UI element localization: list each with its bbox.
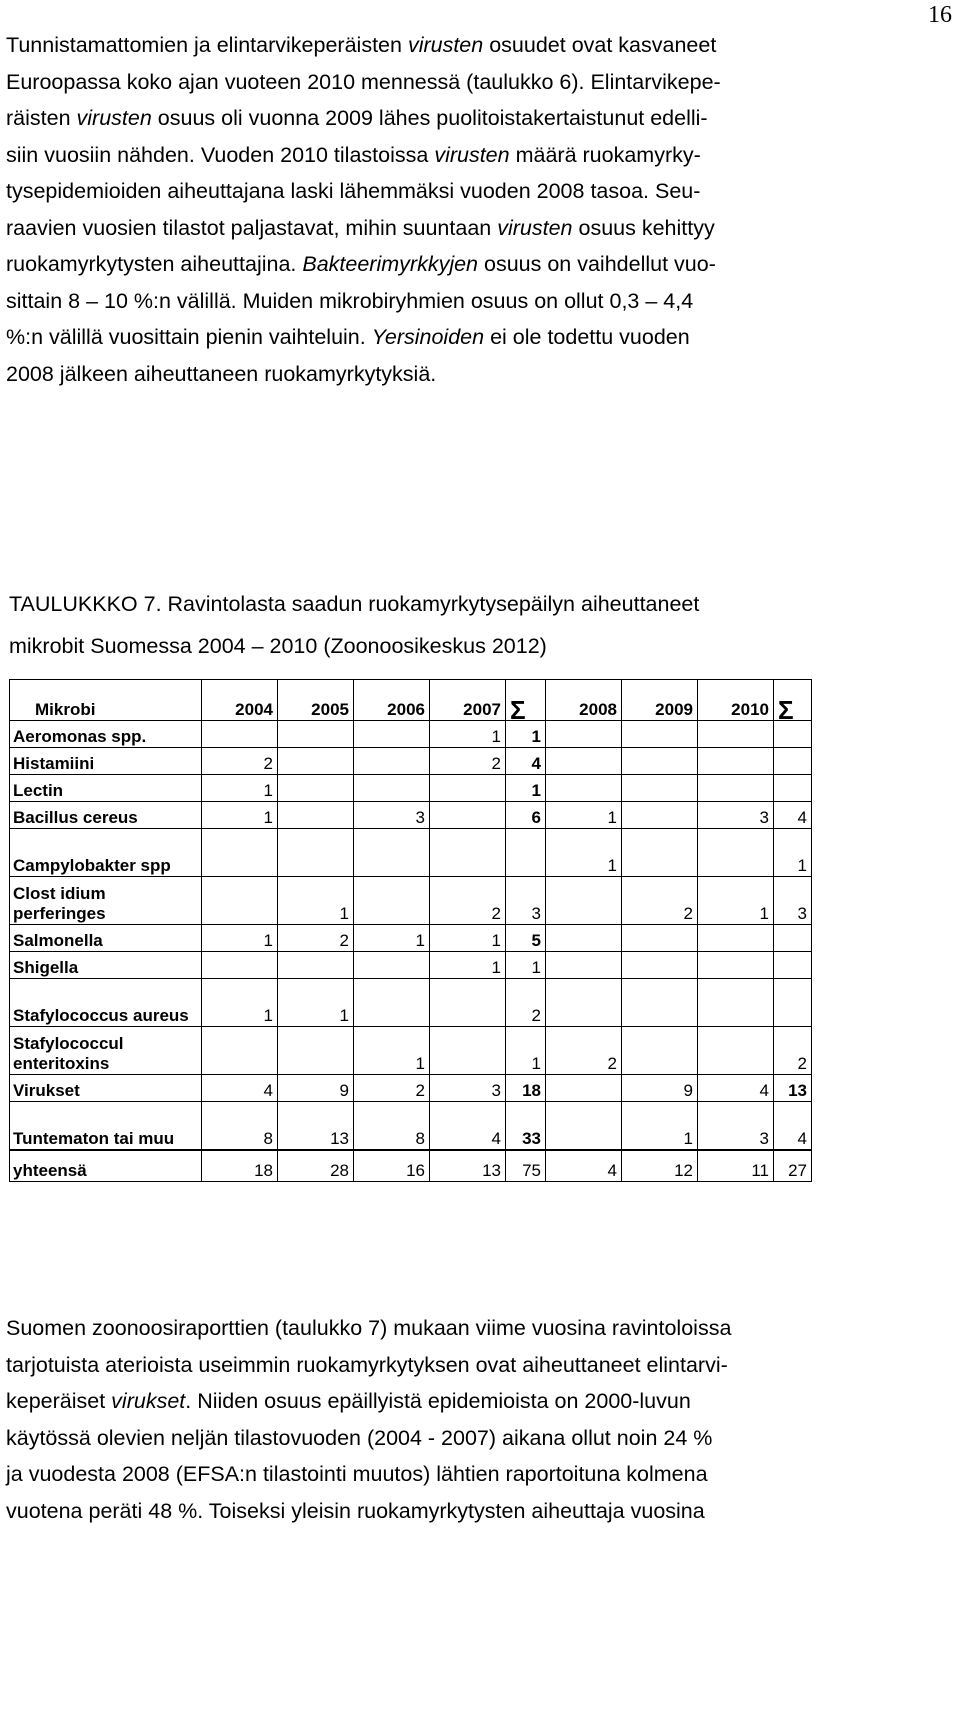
count-cell: 2 (354, 1075, 430, 1102)
count-cell: 13 (774, 1075, 812, 1102)
italic-term: virusten (497, 215, 573, 240)
text-run: sittain 8 – 10 %:n välillä. Muiden mikrobiryhmien osuus on ollut 0,3 – 4,4 (6, 288, 694, 313)
microbe-name: yhteensä (10, 1150, 202, 1182)
count-cell: 4 (546, 1150, 622, 1182)
count-cell: 1 (354, 925, 430, 952)
count-cell: 1 (506, 775, 546, 802)
text-run: Suomen zoonoosiraporttien (taulukko 7) mukaan viime vuosina ravintoloissa (6, 1316, 732, 1340)
count-cell (546, 925, 622, 952)
count-cell: 33 (506, 1102, 546, 1151)
count-cell: 1 (546, 802, 622, 829)
microbe-name: Virukset (10, 1075, 202, 1102)
count-cell (774, 775, 812, 802)
text-run: osuus kehittyy (572, 215, 715, 240)
count-cell: 1 (430, 925, 506, 952)
text-run: Euroopassa koko ajan vuoteen 2010 mennessä (taulukko 6). Elintarvikepe- (6, 69, 721, 94)
microbe-name: Clost idium perferinges (10, 877, 202, 925)
count-cell (278, 748, 354, 775)
count-cell: 4 (202, 1075, 278, 1102)
count-cell (622, 802, 698, 829)
count-cell (278, 721, 354, 748)
count-cell (622, 829, 698, 877)
count-cell: 1 (546, 829, 622, 877)
count-cell: 4 (430, 1102, 506, 1151)
text-run: osuudet ovat kasvaneet (483, 33, 717, 57)
count-cell: 1 (506, 1027, 546, 1075)
count-cell: 18 (506, 1075, 546, 1102)
count-cell (698, 979, 774, 1027)
count-cell (278, 802, 354, 829)
closing-paragraph (6, 1310, 942, 1529)
header-sum: Σ (774, 680, 812, 721)
table-header-row (10, 680, 812, 721)
count-cell (354, 775, 430, 802)
count-cell (622, 979, 698, 1027)
count-cell (278, 775, 354, 802)
text-line (6, 64, 942, 101)
count-cell: 3 (774, 877, 812, 925)
count-cell: 1 (622, 1102, 698, 1151)
table-row (10, 925, 812, 952)
count-cell: 9 (278, 1075, 354, 1102)
header-year: 2008 (546, 680, 622, 721)
count-cell: 1 (506, 952, 546, 979)
count-cell (202, 877, 278, 925)
header-mikrobi: Mikrobi (10, 680, 202, 721)
count-cell (430, 802, 506, 829)
microbe-name: Bacillus cereus (10, 802, 202, 829)
count-cell: 1 (202, 775, 278, 802)
count-cell (546, 979, 622, 1027)
header-year: 2009 (622, 680, 698, 721)
microbe-name: Histamiini (10, 748, 202, 775)
count-cell (698, 925, 774, 952)
count-cell (430, 979, 506, 1027)
count-cell: 1 (774, 829, 812, 877)
microbe-name: Stafylococcul enteritoxins (10, 1027, 202, 1075)
table-body (10, 721, 812, 1182)
count-cell: 8 (354, 1102, 430, 1151)
count-cell (774, 925, 812, 952)
microbe-name: Lectin (10, 775, 202, 802)
count-cell: 13 (430, 1150, 506, 1182)
count-cell: 2 (430, 877, 506, 925)
count-cell: 1 (202, 802, 278, 829)
table-row (10, 979, 812, 1027)
count-cell (430, 829, 506, 877)
count-cell: 2 (506, 979, 546, 1027)
microbe-name: Salmonella (10, 925, 202, 952)
count-cell (546, 775, 622, 802)
count-cell (546, 721, 622, 748)
italic-term: virusten (407, 33, 484, 57)
count-cell: 2 (202, 748, 278, 775)
count-cell: 8 (202, 1102, 278, 1151)
italic-term: virusten (76, 106, 152, 130)
microbe-name: Aeromonas spp. (10, 721, 202, 748)
microbe-name: Shigella (10, 952, 202, 979)
text-line (6, 1456, 942, 1493)
count-cell (354, 979, 430, 1027)
count-cell: 2 (278, 925, 354, 952)
count-cell (698, 721, 774, 748)
count-cell: 2 (774, 1027, 812, 1075)
count-cell: 28 (278, 1150, 354, 1182)
count-cell: 1 (202, 979, 278, 1027)
header-year: 2005 (278, 680, 354, 721)
italic-term: virukset (111, 1389, 186, 1413)
text-line (6, 1383, 942, 1420)
count-cell: 18 (202, 1150, 278, 1182)
italic-term: Yersinoiden (371, 325, 485, 349)
text-line (6, 27, 942, 64)
count-cell (546, 1102, 622, 1151)
text-run: osuus on vaihdellut vuo- (478, 252, 716, 276)
count-cell: 3 (698, 1102, 774, 1151)
text-line (6, 319, 942, 356)
text-run: siin vuosiin nähden. Vuoden 2010 tilastoissa (6, 142, 435, 167)
count-cell (506, 829, 546, 877)
text-run: raavien vuosien tilastot paljastavat, mihin suuntaan (6, 215, 498, 240)
page-number: 16 (928, 2, 952, 28)
header-year: 2004 (202, 680, 278, 721)
count-cell: 1 (506, 721, 546, 748)
count-cell (698, 1027, 774, 1075)
count-cell: 16 (354, 1150, 430, 1182)
count-cell: 4 (774, 1102, 812, 1151)
table-row (10, 775, 812, 802)
text-line (6, 100, 942, 137)
microbe-name: Tuntematon tai muu (10, 1102, 202, 1151)
count-cell (202, 829, 278, 877)
text-run: ei ole todettu vuoden (484, 325, 690, 349)
count-cell (622, 748, 698, 775)
header-year: 2010 (698, 680, 774, 721)
table-row (10, 1075, 812, 1102)
text-line (6, 210, 942, 247)
text-run: . Niiden osuus epäillyistä epidemioista on 2000-luvun (185, 1389, 691, 1413)
count-cell: 5 (506, 925, 546, 952)
text-run: ruokamyrkytysten aiheuttajina. (6, 252, 303, 276)
count-cell (354, 952, 430, 979)
count-cell: 4 (774, 802, 812, 829)
table-row (10, 877, 812, 925)
table-row (10, 1150, 812, 1182)
text-run: %:n välillä vuosittain pienin vaihteluin. (6, 325, 372, 349)
text-line (6, 1420, 942, 1457)
table-row (10, 952, 812, 979)
text-run: Tunnistamattomien ja elintarvikeperäisten (6, 33, 408, 57)
table-row (10, 829, 812, 877)
count-cell: 9 (622, 1075, 698, 1102)
count-cell (622, 721, 698, 748)
table-row (10, 1027, 812, 1075)
count-cell (546, 748, 622, 775)
text-run: määrä ruokamyrky- (509, 142, 701, 167)
table-row (10, 1102, 812, 1151)
text-run: tarjotuista aterioista useimmin ruokamyrkytyksen ovat aiheuttaneet elintarvi- (6, 1352, 728, 1377)
text-line (6, 283, 942, 320)
count-cell (202, 1027, 278, 1075)
text-line (6, 246, 942, 283)
count-cell (622, 952, 698, 979)
count-cell (698, 748, 774, 775)
count-cell: 11 (698, 1150, 774, 1182)
table-caption (9, 583, 699, 667)
text-run: tysepidemioiden aiheuttajana laski lähemmäksi vuoden 2008 tasoa. Seu- (6, 179, 701, 203)
count-cell: 1 (430, 721, 506, 748)
count-cell: 13 (278, 1102, 354, 1151)
count-cell (202, 952, 278, 979)
count-cell: 6 (506, 802, 546, 829)
count-cell: 3 (354, 802, 430, 829)
text-run: räisten (6, 106, 77, 130)
table-row (10, 721, 812, 748)
count-cell (430, 1027, 506, 1075)
microbe-name: Stafylococcus aureus (10, 979, 202, 1027)
header-year: 2007 (430, 680, 506, 721)
text-line (6, 356, 942, 393)
text-line (6, 1347, 942, 1384)
text-line (6, 1493, 942, 1530)
count-cell: 1 (430, 952, 506, 979)
count-cell (278, 829, 354, 877)
count-cell (774, 952, 812, 979)
count-cell: 1 (698, 877, 774, 925)
count-cell: 27 (774, 1150, 812, 1182)
text-line (6, 173, 942, 210)
table-row (10, 748, 812, 775)
header-sum: Σ (506, 680, 546, 721)
count-cell (430, 775, 506, 802)
count-cell (202, 721, 278, 748)
caption-line: mikrobit Suomessa 2004 – 2010 (Zoonoosikeskus 2012) (9, 634, 547, 658)
table-row (10, 802, 812, 829)
count-cell (354, 829, 430, 877)
count-cell (622, 925, 698, 952)
count-cell (774, 748, 812, 775)
text-run: osuus oli vuonna 2009 lähes puolitoistakertaistunut edelli- (151, 106, 708, 130)
count-cell (546, 952, 622, 979)
count-cell: 12 (622, 1150, 698, 1182)
count-cell: 1 (278, 877, 354, 925)
count-cell: 2 (546, 1027, 622, 1075)
count-cell (698, 775, 774, 802)
count-cell (546, 1075, 622, 1102)
count-cell: 3 (698, 802, 774, 829)
text-run: ja vuodesta 2008 (EFSA:n tilastointi muutos) lähtien raportoituna kolmena (6, 1462, 708, 1486)
count-cell (622, 1027, 698, 1075)
count-cell: 2 (430, 748, 506, 775)
count-cell (546, 877, 622, 925)
count-cell: 2 (622, 877, 698, 925)
header-year: 2006 (354, 680, 430, 721)
count-cell: 4 (506, 748, 546, 775)
count-cell: 1 (278, 979, 354, 1027)
microbe-name: Campylobakter spp (10, 829, 202, 877)
text-run: vuotena peräti 48 %. Toiseksi yleisin ruokamyrkytysten aiheuttaja vuosina (6, 1498, 705, 1523)
italic-term: virusten (434, 142, 510, 167)
text-line (6, 1310, 942, 1347)
count-cell (698, 829, 774, 877)
count-cell: 1 (354, 1027, 430, 1075)
count-cell: 1 (202, 925, 278, 952)
count-cell (354, 721, 430, 748)
count-cell (622, 775, 698, 802)
italic-term: Bakteerimyrkkyjen (302, 252, 479, 276)
text-run: keperäiset (6, 1389, 112, 1413)
microbe-table (9, 679, 812, 1182)
count-cell (698, 952, 774, 979)
caption-line: TAULUKKKO 7. Ravintolasta saadun ruokamyrkytysepäilyn aiheuttaneet (9, 592, 700, 616)
count-cell (354, 748, 430, 775)
text-run: 2008 jälkeen aiheuttaneen ruokamyrkytyksiä. (6, 361, 437, 386)
count-cell: 3 (430, 1075, 506, 1102)
text-line (6, 137, 942, 174)
count-cell (278, 952, 354, 979)
count-cell: 4 (698, 1075, 774, 1102)
text-run: käytössä olevien neljän tilastovuoden (2004 - 2007) aikana ollut noin 24 % (6, 1425, 713, 1450)
count-cell (354, 877, 430, 925)
count-cell (278, 1027, 354, 1075)
count-cell: 75 (506, 1150, 546, 1182)
count-cell: 3 (506, 877, 546, 925)
intro-paragraph (6, 27, 942, 392)
count-cell (774, 979, 812, 1027)
